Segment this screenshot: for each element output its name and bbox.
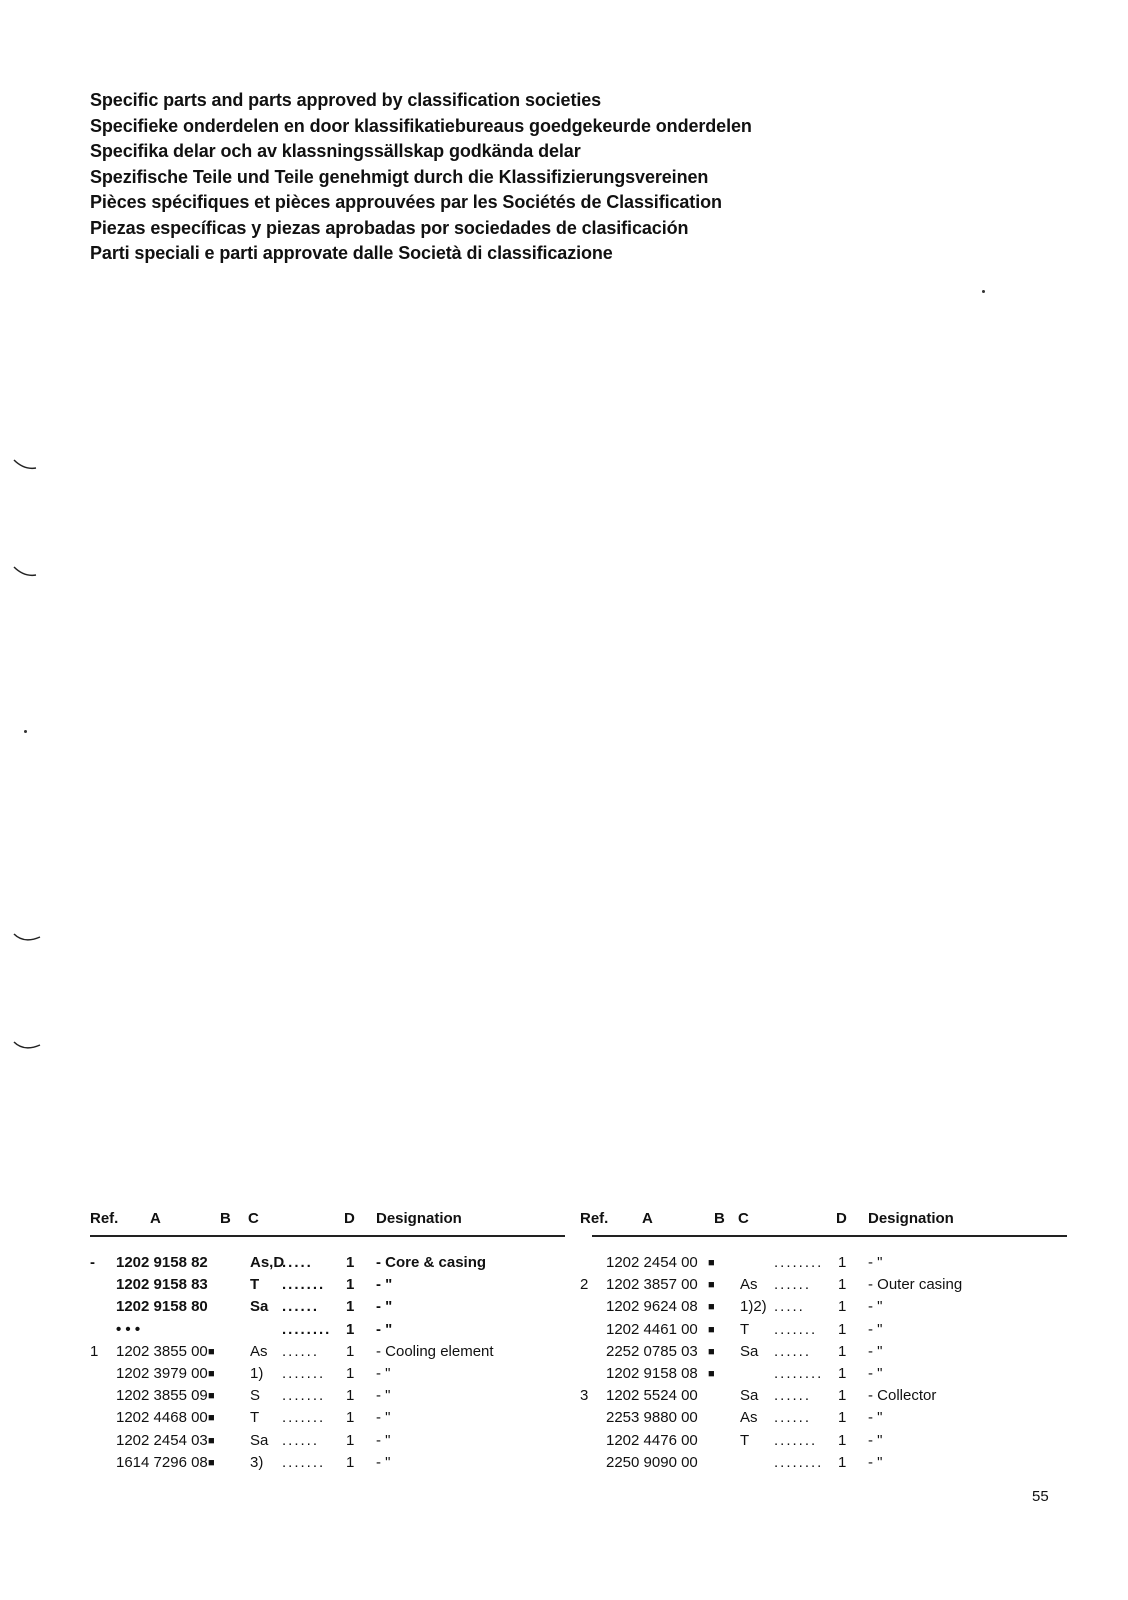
classification-mark: ■ (208, 1367, 215, 1380)
variant-code: Sa (250, 1431, 269, 1449)
part-number: 1202 2454 00 (606, 1254, 698, 1271)
col-a: A (150, 1210, 161, 1227)
scan-mark-1 (12, 458, 42, 474)
part-number: 2253 9880 00 (606, 1409, 698, 1427)
designation: - Core & casing (376, 1254, 487, 1271)
part-number: 1202 3857 00 (606, 1276, 698, 1294)
col-a: A (642, 1210, 653, 1227)
table-row (90, 1452, 565, 1474)
heading-dutch: Specifieke onderdelen en door klassifikatiebureaus goedgekeurde onderdelen (90, 115, 752, 136)
leader-dots: ....... (282, 1276, 326, 1294)
col-designation: Designation (868, 1210, 954, 1227)
col-ref: Ref. (580, 1210, 609, 1227)
col-d: D (836, 1210, 847, 1227)
part-number: 1202 4461 00 (606, 1320, 698, 1338)
part-number: • • • (116, 1320, 141, 1338)
multilingual-heading (90, 88, 990, 267)
leader-dots: ..... (282, 1254, 313, 1271)
leader-dots: ...... (774, 1342, 812, 1360)
scan-mark-4 (12, 1040, 42, 1056)
leader-dots: ........ (774, 1364, 824, 1382)
quantity: 1 (838, 1364, 847, 1382)
table-row (592, 1319, 1067, 1341)
table-row (90, 1385, 565, 1407)
quantity: 1 (838, 1409, 847, 1427)
quantity: 1 (838, 1453, 847, 1471)
variant-code: Sa (740, 1342, 759, 1360)
heading-italian: Parti speciali e parti approvate dalle Società di classificazione (90, 243, 613, 263)
classification-mark: ■ (208, 1456, 215, 1469)
variant-code: Sa (250, 1298, 269, 1316)
part-number: 1202 9158 83 (116, 1276, 208, 1294)
table-row (592, 1341, 1067, 1363)
leader-dots: ....... (282, 1409, 326, 1427)
table-row (592, 1430, 1067, 1452)
designation: - " (376, 1320, 393, 1338)
table-row (580, 1385, 1067, 1407)
leader-dots: ....... (282, 1364, 326, 1382)
quantity: 1 (346, 1298, 355, 1316)
table-row (90, 1274, 565, 1296)
part-number: 1202 4468 00 (116, 1409, 208, 1427)
part-number: 1202 5524 00 (606, 1387, 698, 1405)
table-row (580, 1274, 1067, 1296)
table-row (592, 1252, 1067, 1274)
header-rule (90, 1235, 565, 1237)
quantity: 1 (346, 1387, 355, 1405)
designation: - " (376, 1453, 391, 1471)
part-number: 1202 9624 08 (606, 1298, 698, 1316)
variant-code: As (250, 1342, 268, 1360)
scan-mark-3 (12, 932, 42, 948)
part-number: 2252 0785 03 (606, 1342, 698, 1360)
designation: - " (868, 1298, 883, 1316)
designation: - Collector (868, 1387, 937, 1405)
part-number: 1202 4476 00 (606, 1431, 698, 1449)
leader-dots: ....... (282, 1453, 326, 1471)
quantity: 1 (346, 1342, 355, 1360)
quantity: 1 (346, 1320, 355, 1338)
designation: - " (868, 1342, 883, 1360)
ref-number: 1 (90, 1342, 99, 1360)
classification-mark: ■ (708, 1257, 715, 1269)
designation: - " (868, 1320, 883, 1338)
quantity: 1 (838, 1298, 847, 1316)
table-header (580, 1210, 1067, 1234)
quantity: 1 (838, 1254, 847, 1271)
quantity: 1 (838, 1342, 847, 1360)
quantity: 1 (346, 1254, 355, 1271)
designation: - " (868, 1254, 883, 1271)
part-number: 1202 9158 82 (116, 1254, 208, 1271)
classification-mark: ■ (708, 1345, 715, 1358)
col-b: B (220, 1210, 231, 1227)
variant-code: Sa (740, 1387, 759, 1405)
table-header (90, 1210, 565, 1234)
ref-number: 2 (580, 1276, 589, 1294)
classification-mark: ■ (708, 1367, 715, 1380)
table-row (592, 1452, 1067, 1474)
header-rule (592, 1235, 1067, 1237)
quantity: 1 (346, 1431, 355, 1449)
col-d: D (344, 1210, 355, 1227)
classification-mark: ■ (708, 1323, 715, 1336)
table-row (592, 1296, 1067, 1318)
table-body (580, 1252, 1067, 1474)
part-number: 1202 3979 00 (116, 1364, 208, 1382)
variant-code: T (250, 1276, 260, 1294)
table-row (90, 1363, 565, 1385)
col-b: B (714, 1210, 725, 1227)
quantity: 1 (346, 1364, 355, 1382)
part-number: 1202 2454 03 (116, 1431, 208, 1449)
table-row (90, 1407, 565, 1429)
designation: - " (376, 1276, 393, 1294)
table-body (90, 1252, 565, 1474)
table-row (90, 1430, 565, 1452)
variant-code: S (250, 1387, 261, 1405)
heading-spanish: Piezas específicas y piezas aprobadas por sociedades de clasificación (90, 217, 689, 238)
quantity: 1 (838, 1320, 847, 1338)
variant-code: As (740, 1409, 758, 1427)
leader-dots: ..... (774, 1298, 805, 1316)
variant-code: As (740, 1276, 758, 1294)
col-c: C (248, 1210, 259, 1227)
designation: - " (868, 1409, 883, 1427)
scan-dot (982, 290, 985, 293)
page-number: 55 (1032, 1488, 1049, 1505)
part-number: 1202 9158 08 (606, 1364, 698, 1382)
classification-mark: ■ (208, 1345, 215, 1358)
quantity: 1 (838, 1276, 847, 1294)
classification-mark: ■ (708, 1301, 715, 1314)
variant-code: 1) (250, 1364, 264, 1382)
classification-mark: ■ (208, 1434, 215, 1447)
leader-dots: ...... (774, 1276, 812, 1294)
parts-table-left (90, 1210, 565, 1471)
table-row (90, 1319, 565, 1341)
designation: - " (868, 1431, 883, 1449)
parts-table-right (580, 1210, 1067, 1471)
leader-dots: ........ (282, 1320, 332, 1338)
variant-code: T (740, 1431, 750, 1449)
table-row (90, 1341, 565, 1363)
part-number: 1614 7296 08 (116, 1453, 208, 1471)
leader-dots: ........ (774, 1254, 824, 1271)
col-designation: Designation (376, 1210, 462, 1227)
quantity: 1 (346, 1276, 355, 1294)
designation: - Cooling element (376, 1342, 494, 1360)
variant-code: 1)2) (740, 1298, 767, 1316)
designation: - " (376, 1409, 391, 1427)
quantity: 1 (346, 1453, 355, 1471)
variant-code: As,D (250, 1254, 285, 1271)
designation: - Outer casing (868, 1276, 963, 1294)
table-row (90, 1296, 565, 1318)
heading-swedish: Specifika delar och av klassningssällskap godkända delar (90, 141, 581, 161)
leader-dots: ........ (774, 1453, 824, 1471)
designation: - " (376, 1387, 391, 1405)
variant-code: T (250, 1409, 260, 1427)
quantity: 1 (346, 1409, 355, 1427)
designation: - " (376, 1431, 391, 1449)
variant-code: 3) (250, 1453, 264, 1471)
part-number: 2250 9090 00 (606, 1453, 698, 1471)
leader-dots: ...... (282, 1342, 320, 1360)
classification-mark: ■ (208, 1412, 215, 1425)
leader-dots: ....... (774, 1320, 818, 1338)
designation: - " (868, 1453, 883, 1471)
leader-dots: ...... (282, 1298, 320, 1316)
quantity: 1 (838, 1431, 847, 1449)
ref-number: - (90, 1254, 95, 1271)
scan-dot (24, 730, 27, 733)
classification-mark: ■ (208, 1390, 215, 1403)
designation: - " (376, 1364, 391, 1382)
designation: - " (868, 1364, 883, 1382)
quantity: 1 (838, 1387, 847, 1405)
leader-dots: ...... (282, 1431, 320, 1449)
leader-dots: ....... (774, 1431, 818, 1449)
part-number: 1202 3855 00 (116, 1342, 208, 1360)
heading-french: Pièces spécifiques et pièces approuvées par les Sociétés de Classification (90, 192, 722, 212)
variant-code: T (740, 1320, 750, 1338)
col-ref: Ref. (90, 1210, 119, 1227)
ref-number: 3 (580, 1387, 589, 1405)
heading-german: Spezifische Teile und Teile genehmigt durch die Klassifizierungsvereinen (90, 166, 709, 187)
heading-english: Specific parts and parts approved by classification societies (90, 90, 602, 110)
part-number: 1202 3855 09 (116, 1387, 208, 1405)
table-row (90, 1252, 565, 1274)
part-number: 1202 9158 80 (116, 1298, 208, 1316)
scan-mark-2 (12, 565, 42, 581)
classification-mark: ■ (708, 1279, 715, 1292)
leader-dots: ...... (774, 1409, 812, 1427)
leader-dots: ....... (282, 1387, 326, 1405)
table-row (592, 1407, 1067, 1429)
col-c: C (738, 1210, 749, 1227)
designation: - " (376, 1298, 393, 1316)
leader-dots: ...... (774, 1387, 812, 1405)
table-row (592, 1363, 1067, 1385)
